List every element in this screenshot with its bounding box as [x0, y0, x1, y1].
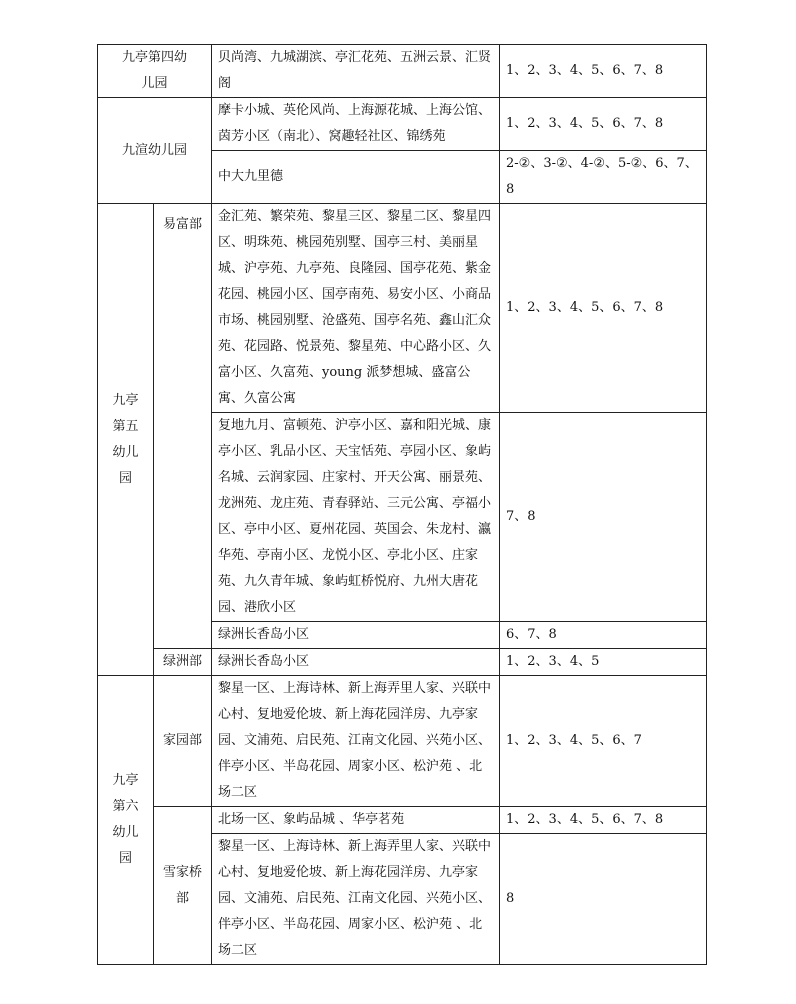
table-row: [98, 98, 707, 151]
table-row: [98, 204, 707, 413]
eligible-numbers: 1、2、3、4、5: [500, 649, 707, 676]
kindergarten-name: 九渲幼儿园: [98, 98, 212, 204]
branch-name: 易富部: [154, 204, 212, 649]
table-row: [98, 649, 707, 676]
residential-area-list: 复地九月、富顿苑、沪亭小区、嘉和阳光城、康亭小区、乳品小区、天宝恬苑、亭园小区、象屿名城、云润家园、庄家村、开天公寓、丽景苑、龙洲苑、龙庄苑、青春驿站、三元公寓、亭福小区、亭中小区、夏州花园、英国会、朱龙村、瀛华苑、亭南小区、龙悦小区、亭北小区、庄家苑、九久青年城、象屿虹桥悦府、九州大唐花园、港欣小区: [212, 413, 500, 622]
eligible-numbers: 1、2、3、4、5、6、7、8: [500, 98, 707, 151]
eligible-numbers: 1、2、3、4、5、6、7、8: [500, 807, 707, 834]
kindergarten-name: 九亭第六幼儿园: [98, 676, 154, 965]
branch-name: 雪家桥部: [154, 807, 212, 965]
residential-area-list: 绿洲长香岛小区: [212, 622, 500, 649]
residential-area-list: 摩卡小城、英伦风尚、上海源花城、上海公馆、茵芳小区（南北）、窝趣轻社区、锦绣苑: [212, 98, 500, 151]
residential-area-list: 中大九里德: [212, 151, 500, 204]
table-row: [98, 676, 707, 807]
eligible-numbers: 1、2、3、4、5、6、7、8: [500, 204, 707, 413]
eligible-numbers: 8: [500, 834, 707, 965]
eligible-numbers: 1、2、3、4、5、6、7、8: [500, 45, 707, 98]
eligible-numbers: 7、8: [500, 413, 707, 622]
eligible-numbers: 1、2、3、4、5、6、7: [500, 676, 707, 807]
residential-area-list: 金汇苑、繁荣苑、黎星三区、黎星二区、黎星四区、明珠苑、桃园苑别墅、国亭三村、美丽星城、沪亭苑、九亭苑、良隆园、国亭花苑、紫金花园、桃园小区、国亭南苑、易安小区、小商品市场、桃园别墅、沧盛苑、国亭名苑、鑫山汇众苑、花园路、悦景苑、黎星苑、中心路小区、久富小区、久富苑、young 派梦想城、盛富公寓、久富公寓: [212, 204, 500, 413]
residential-area-list: 黎星一区、上海诗林、新上海弄里人家、兴联中心村、复地爱伦坡、新上海花园洋房、九亭家园、文浦苑、启民苑、江南文化园、兴苑小区、伴亭小区、半岛花园、周家小区、松沪苑 、北场二区: [212, 676, 500, 807]
residential-area-list: 黎星一区、上海诗林、新上海弄里人家、兴联中心村、复地爱伦坡、新上海花园洋房、九亭家园、文浦苑、启民苑、江南文化园、兴苑小区、伴亭小区、半岛花园、周家小区、松沪苑 、北场二区: [212, 834, 500, 965]
table-row: [98, 45, 707, 98]
branch-name: 家园部: [154, 676, 212, 807]
residential-area-list: 绿洲长香岛小区: [212, 649, 500, 676]
school-district-table: [97, 44, 707, 965]
eligible-numbers: 6、7、8: [500, 622, 707, 649]
branch-name: 绿洲部: [154, 649, 212, 676]
kindergarten-name: 九亭第五幼儿园: [98, 204, 154, 676]
residential-area-list: 北场一区、象屿品城 、华亭茗苑: [212, 807, 500, 834]
residential-area-list: 贝尚湾、九城湖滨、亭汇花苑、五洲云景、汇贤阁: [212, 45, 500, 98]
eligible-numbers: 2-②、3-②、4-②、5-②、6、7、8: [500, 151, 707, 204]
table-row: [98, 807, 707, 834]
kindergarten-name: 九亭第四幼儿园: [98, 45, 212, 98]
